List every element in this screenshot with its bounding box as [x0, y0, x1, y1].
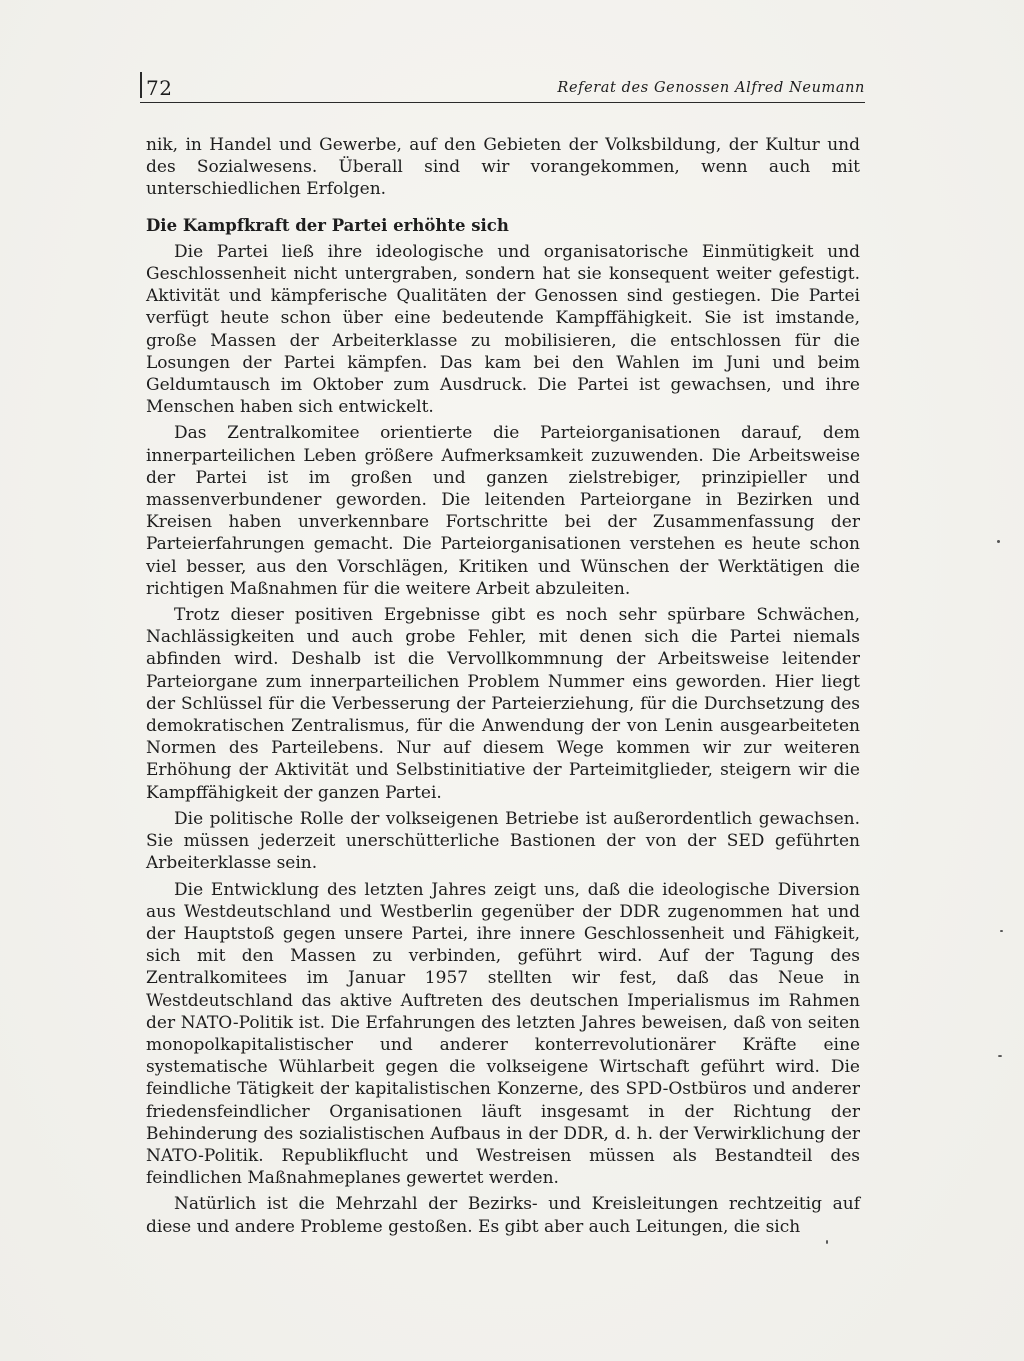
page-number: 72	[146, 76, 173, 100]
intro-paragraph: nik, in Handel und Gewerbe, auf den Gebieten der Volksbildung, der Kultur und des Sozialwesens. Überall sind wir vorangekommen, wenn auch mit unterschiedlichen Erfolgen.	[146, 135, 860, 200]
section-heading: Die Kampfkraft der Partei erhöhte sich	[146, 215, 509, 235]
paragraph-6: Natürlich ist die Mehrzahl der Bezirks- und Kreisleitungen rechtzeitig auf diese und andere Probleme gestoßen. Es gibt aber auch Leitungen, die sich	[146, 1194, 860, 1237]
paper-speck	[826, 1240, 828, 1244]
paragraph-4: Die politische Rolle der volkseigenen Betriebe ist außerordentlich gewachsen. Sie müssen jederzeit unerschütterliche Bastionen der von der SED geführten Arbeiterklasse sein.	[146, 808, 860, 874]
paragraph-2: Das Zentralkomitee orientierte die Parteiorganisationen darauf, dem innerparteilichen Leben größere Aufmerksamkeit zuzuwenden. Die Arbeitsweise der Partei ist im großen und ganzen zielstrebiger, prinzipieller und massenverbundener geworden. Die leitenden Parteiorgane in Bezirken und Kreisen haben unverkennbare Fortschritte bei der Zusammenfassung der Parteierfahrungen gemacht. Die Parteiorganisationen verstehen es heute schon viel besser, aus den Vorschlägen, Kritiken und Wünschen der Werktätigen die richtigen Maßnahmen für die weitere Arbeit abzuleiten.	[146, 423, 860, 599]
paper-speck	[1000, 930, 1003, 932]
paper-speck	[998, 1055, 1002, 1057]
paragraph-5: Die Entwicklung des letzten Jahres zeigt uns, daß die ideologische Diversion aus Westdeutschland und Westberlin gegenüber der DDR zugenommen hat und der Hauptstoß gegen unsere Partei, ihre innere Geschlossenheit und Fähigkeit, sich mit den Massen zu verbinden, geführt wird. Auf der Tagung des Zentralkomitees im Januar 1957 stellten wir fest, daß das Neue in Westdeutschland das aktive Auftreten des deutschen Imperialismus im Rahmen der NATO-Politik ist. Die Erfahrungen des letzten Jahres beweisen, daß von seiten monopolkapitalistischer und anderer konterrevolutionärer Kräfte eine systematische Wühlarbeit gegen die volkseigene Wirtschaft geführt wird. Die feindliche Tätigkeit der kapitalistischen Konzerne, des SPD-Ostbüros und anderer friedensfeindlicher Organisationen läuft insgesamt in der Richtung der Behinderung des sozialistischen Aufbaus in der DDR, d. h. der Verwirklichung der NATO-Politik. Republikflucht und Westreisen müssen als Bestandteil des feindlichen Maßnahmeplanes gewertet werden.	[146, 879, 860, 1189]
page-header	[140, 76, 865, 103]
paper-speck	[997, 540, 1000, 543]
paragraph-1: Die Partei ließ ihre ideologische und organisatorische Einmütigkeit und Geschlossenheit nicht untergraben, sondern hat sie konsequent weiter gefestigt. Aktivität und kämpferische Qualitäten der Genossen sind gestiegen. Die Partei verfügt heute schon über eine bedeutende Kampffähigkeit. Sie ist imstande, große Massen der Arbeiterklasse zu mobilisieren, die entschlossen für die Losungen der Partei kämpfen. Das kam bei den Wahlen im Juni und beim Geldumtausch im Oktober zum Ausdruck. Die Partei ist gewachsen, und ihre Menschen haben sich entwickelt.	[146, 241, 860, 418]
paragraph-3: Trotz dieser positiven Ergebnisse gibt es noch sehr spürbare Schwächen, Nachlässigkeiten und auch grobe Fehler, mit denen sich die Partei niemals abfinden wird. Deshalb ist die Vervollkommnung der Arbeitsweise leitender Parteiorgane zum innerparteilichen Problem Nummer eins geworden. Hier liegt der Schlüssel für die Verbesserung der Parteierziehung, für die Durchsetzung des demokratischen Zentralismus, für die Anwendung der von Lenin ausgearbeiteten Normen des Parteilebens. Nur auf diesem Wege kommen wir zur weiteren Erhöhung der Aktivität und Selbstinitiative der Parteimitglieder, steigern wir die Kampffähigkeit der ganzen Partei.	[146, 605, 860, 803]
body-text	[146, 134, 860, 1242]
running-head: Referat des Genossen Alfred Neumann	[557, 80, 865, 96]
page-number-rule	[140, 72, 142, 98]
